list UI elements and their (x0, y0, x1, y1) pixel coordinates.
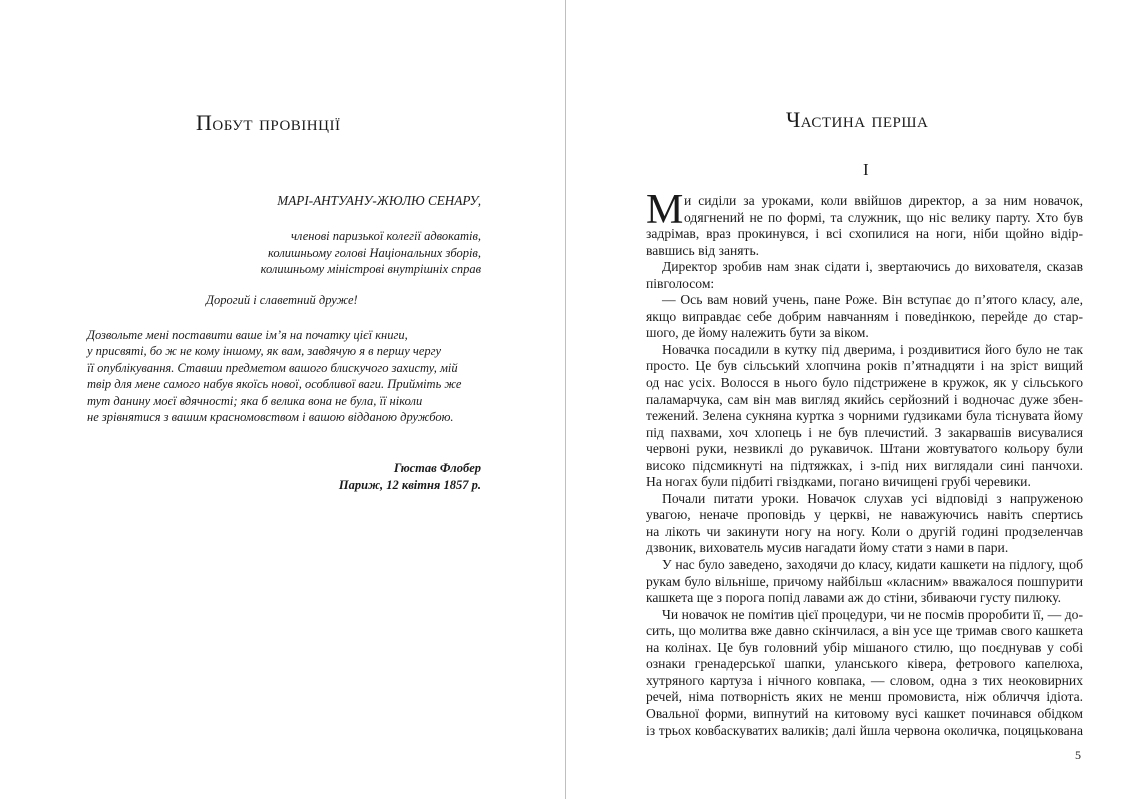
part-title: Побут провінції (196, 110, 341, 135)
text-line: із трьох ковбаскуватих валиків; далі йшла червона околичка, поцяцькована (646, 722, 1083, 738)
salutation: Дорогий і славетний друже! (206, 293, 358, 307)
dedication-line: тут данину моєї вдячності; яка б велика вона не була, її ніколи (87, 393, 423, 408)
text-line: тежений. Зелена сукняна куртка з чорними ґудзиками була тіснувата йому (646, 408, 1083, 424)
text-line: Новачка посадили в кутку під дверима, і роздивитися його було не так (662, 341, 1083, 357)
text-line: У нас було заведено, заходячи до класу, кидати кашкети на підлогу, щоб (662, 557, 1083, 573)
text-line: На ногах були підбиті гвіздками, погано вичищені грубі черевики. (646, 474, 1031, 490)
place-date: Париж, 12 квітня 1857 р. (338, 477, 481, 492)
text-line: якщо виправдає себе добрим навчанням і поведінкою, перейде до стар- (646, 308, 1083, 324)
text-line: и сиділи за уроками, коли ввійшов директор, а за ним новачок, (684, 193, 1083, 208)
chapter-number: I (863, 160, 869, 179)
text-line: хутряного картуза і нічного ковпака, — словом, одна з тих неоковирних (646, 672, 1083, 688)
text-line: сить, що молитва вже давно скінчилася, а він усе ще тримав свого кашкета (646, 623, 1083, 639)
text-line: під пахвами, хоч хлопець і не був плечистий. З закарвашів висувалися (646, 424, 1083, 440)
text-line: речей, німа потворність яких не менш промовиста, ніж обличчя ідіота. (646, 689, 1083, 705)
dedication-line: не зрівнятися з вашим красномовством і вашою відданою дружбою. (87, 410, 454, 425)
dedication-line: твір для мене самого набув якоїсь нової, особливої ваги. Прийміть же (87, 377, 462, 392)
text-line: Директор зробив нам знак сідати і, звертаючись до вихователя, сказав (662, 259, 1083, 275)
text-line: задрімав, враз прокинувся, і всі схопилися на ноги, ніби щойно відір- (646, 226, 1083, 242)
signature (339, 460, 481, 493)
role-line: колишньому голові Національних зборів, (268, 245, 481, 260)
role-line: колишньому міністрові внутрішніх справ (260, 262, 481, 276)
text-line: Чи новачок не помітив цієї процедури, чи не посмів проробити її, — до- (662, 606, 1083, 622)
text-line: Почали питати уроки. Новачок слухав усі відповіді з напруженою (662, 490, 1083, 506)
text-line: дзвоник, вихователь мусив нагадати йому стати з нами в пари. (646, 540, 1009, 556)
dedicatee-roles (261, 228, 481, 278)
part-title: Частина перша (786, 107, 929, 132)
dedication-text (87, 327, 487, 425)
dedication-line: її опублікування. Ставши предметом вашого блискучого захисту, мій (87, 360, 458, 375)
text-line: паламарчука, сам він мав вигляд якийсь серйозний і водночас дуже збен- (646, 391, 1083, 407)
text-line: вавшись від занять. (646, 242, 760, 258)
dedication-line: у присвяті, бо ж не кому іншому, як вам, завдячую я в першу чергу (87, 344, 442, 359)
text-line: шого, де йому належить бути за віком. (646, 325, 869, 341)
text-line: од нас усіх. Волосся в нього було підстрижене в кружок, як у сільського (646, 375, 1083, 391)
text-line: кашкета ще з порога попід лавами аж до стіни, збиваючи густу пилюку. (646, 590, 1061, 606)
text-line: високо підсмикнуті на підтяжках, і з-під них виглядали сині панчохи. (646, 457, 1083, 473)
dedicatee-name: МАРІ-АНТУАНУ-ЖЮЛЮ СЕНАРУ, (277, 193, 481, 208)
text-line: увагою, неначе проповідь у церкві, не наважуючись навіть спертись (646, 507, 1083, 523)
drop-cap: М (646, 187, 684, 233)
dedication-line: Дозвольте мені поставити ваше ім’я на початку цієї книги, (87, 328, 408, 342)
text-line: на лікоть чи закинути ногу на ногу. Коли о другій годині продзеленчав (646, 523, 1083, 539)
right-page (566, 0, 1130, 799)
role-line: членові паризької колегії адвокатів, (290, 229, 481, 243)
chapter-text (646, 193, 1083, 739)
text-line: просто. Це був сільський хлопчина років п’ятнадцяти і на зріст вищий (646, 358, 1083, 374)
text-line: рукам було вільніше, причому найбільш «класним» вважалося пошпурити (646, 573, 1083, 589)
text-line: ознаки гренадерської шапки, уланського ківера, фетрового капелюха, (646, 656, 1083, 672)
text-line: Овальної форми, випнутий на китовому вусі кашкет починався обідком (646, 705, 1083, 721)
author-name: Гюстав Флобер (393, 461, 481, 475)
text-line: на колінах. Це був головний убір мішаного стилю, що поєднував у собі (646, 639, 1083, 655)
text-line: півголосом: (646, 275, 715, 291)
text-line: одягнений не по формі, та служник, що ніс велику парту. Хто був (684, 209, 1083, 225)
text-line: — Ось вам новий учень, пане Роже. Він вступає до п’ятого класу, але, (662, 292, 1083, 308)
text-line: червоні руки, незвиклі до рукавичок. Штани жовтуватого кольору були (646, 441, 1083, 457)
page-number: 5 (1075, 748, 1081, 762)
